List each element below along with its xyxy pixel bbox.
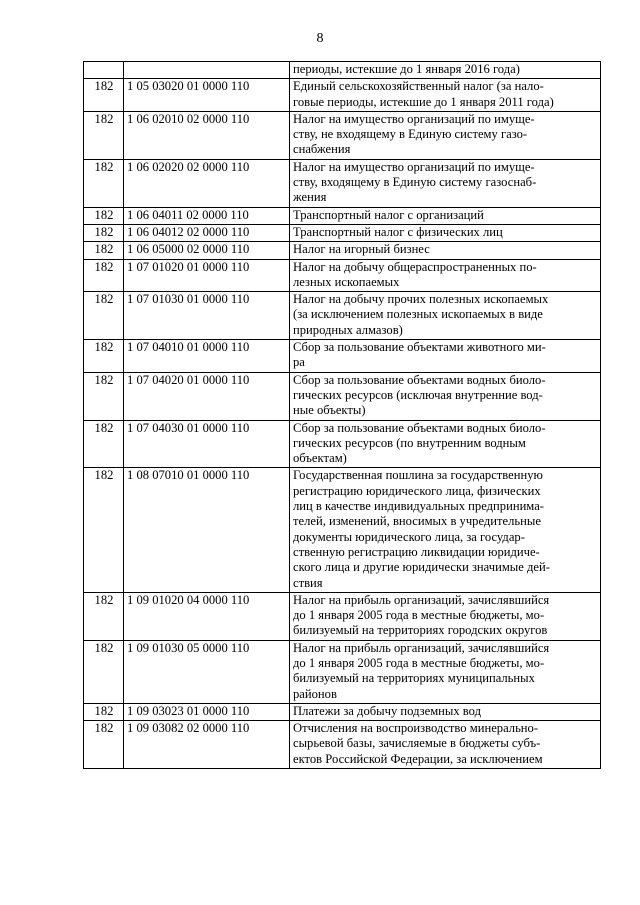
revenue-name-line: объектам)	[293, 451, 347, 466]
revenue-name-line: Налог на добычу прочих полезных ископаемых	[293, 292, 549, 307]
revenue-name-line: Транспортный налог с физических лиц	[293, 224, 503, 239]
revenue-name-line: Платежи за добычу подземных вод	[293, 703, 482, 718]
revenue-name-line: ные объекты)	[293, 403, 366, 418]
revenue-name-line: ству, входящему в Единую систему газоснаб-	[293, 175, 537, 190]
revenue-name-line: документы юридического лица, за государ-	[293, 529, 525, 544]
revenue-name-cell	[290, 340, 601, 373]
revenue-name-line: Государственная пошлина за государственную	[293, 468, 543, 483]
revenue-name-line: Налог на прибыль организаций, зачислявшийся	[293, 592, 550, 607]
table-body	[84, 62, 601, 769]
revenue-name-cell	[290, 111, 601, 159]
revenue-name-cell	[290, 703, 601, 720]
table-row	[84, 592, 601, 640]
revenue-name-cell	[290, 592, 601, 640]
revenue-name-line: гических ресурсов (по внутренним водным	[293, 435, 526, 450]
budget-classification-code-cell: 1 09 03023 01 0000 110	[124, 703, 290, 720]
admin-code-cell: 182	[84, 592, 124, 640]
revenue-name-line: снабжения	[293, 142, 351, 157]
budget-classification-code-cell: 1 06 04012 02 0000 110	[124, 224, 290, 241]
revenue-name-line: Налог на прибыль организаций, зачислявшийся	[293, 640, 550, 655]
revenue-name-line: регистрацию юридического лица, физических	[293, 483, 541, 498]
revenue-name-line: Налог на добычу общераспространенных по-	[293, 259, 537, 274]
table-row	[84, 640, 601, 703]
revenue-name-line: до 1 января 2005 года в местные бюджеты, мо-	[293, 655, 545, 670]
admin-code-cell: 182	[84, 640, 124, 703]
table-row	[84, 292, 601, 340]
revenue-name-line: ственную регистрацию ликвидации юридиче-	[293, 544, 540, 559]
revenue-name-line: Единый сельскохозяйственный налог (за нало-	[293, 79, 544, 94]
budget-classification-code-cell	[124, 62, 290, 79]
revenue-name-line: лезных ископаемых	[293, 274, 400, 289]
budget-classification-code-cell: 1 06 02020 02 0000 110	[124, 159, 290, 207]
budget-classification-code-cell: 1 07 04010 01 0000 110	[124, 340, 290, 373]
admin-code-cell: 182	[84, 420, 124, 468]
revenue-name-line: ствия	[293, 575, 323, 590]
revenue-name-line: Налог на имущество организаций по имуще-	[293, 159, 535, 174]
revenue-name-line: Отчисления на воспроизводство минерально-	[293, 721, 539, 736]
revenue-name-cell	[290, 242, 601, 259]
revenue-name-cell	[290, 259, 601, 292]
admin-code-cell: 182	[84, 207, 124, 224]
admin-code-cell: 182	[84, 703, 124, 720]
admin-code-cell: 182	[84, 224, 124, 241]
revenue-name-line: билизуемый на территориях городских округов	[293, 623, 548, 638]
revenue-name-line: сырьевой базы, зачисляемые в бюджеты субъ-	[293, 736, 541, 751]
admin-code-cell: 182	[84, 468, 124, 592]
revenue-name-line: Налог на имущество организаций по имуще-	[293, 111, 535, 126]
table-row	[84, 703, 601, 720]
budget-classification-code-cell: 1 08 07010 01 0000 110	[124, 468, 290, 592]
budget-classification-code-cell: 1 06 05000 02 0000 110	[124, 242, 290, 259]
revenue-name-line: до 1 января 2005 года в местные бюджеты, мо-	[293, 608, 545, 623]
revenue-name-cell	[290, 372, 601, 420]
table-row	[84, 340, 601, 373]
revenue-name-line: ектов Российской Федерации, за исключением	[293, 751, 543, 766]
table-row	[84, 224, 601, 241]
table-row	[84, 468, 601, 592]
revenue-name-line: Сбор за пользование объектами водных биоло-	[293, 372, 546, 387]
page-number: 8	[316, 31, 324, 46]
revenue-codes-table	[83, 61, 601, 769]
budget-classification-code-cell: 1 09 03082 02 0000 110	[124, 721, 290, 769]
table-row	[84, 79, 601, 112]
revenue-name-line: Сбор за пользование объектами животного ми-	[293, 340, 546, 355]
admin-code-cell: 182	[84, 242, 124, 259]
revenue-name-cell	[290, 468, 601, 592]
revenue-name-line: природных алмазов)	[293, 322, 403, 337]
revenue-name-cell	[290, 292, 601, 340]
revenue-name-cell	[290, 224, 601, 241]
revenue-name-line: (за исключением полезных ископаемых в виде	[293, 307, 543, 322]
revenue-name-line: телей, изменений, вносимых в учредительные	[293, 514, 541, 529]
revenue-name-line: Транспортный налог с организаций	[293, 207, 484, 222]
admin-code-cell: 182	[84, 259, 124, 292]
table-row	[84, 62, 601, 79]
budget-classification-code-cell: 1 07 04030 01 0000 110	[124, 420, 290, 468]
revenue-name-line: жения	[293, 190, 327, 205]
revenue-name-cell	[290, 62, 601, 79]
revenue-name-line: лиц в качестве индивидуальных предпринима-	[293, 499, 544, 514]
revenue-name-line: Налог на игорный бизнес	[293, 242, 430, 257]
revenue-name-line: Сбор за пользование объектами водных биоло-	[293, 420, 546, 435]
table-row	[84, 372, 601, 420]
budget-classification-code-cell: 1 07 01030 01 0000 110	[124, 292, 290, 340]
budget-classification-code-cell: 1 09 01020 04 0000 110	[124, 592, 290, 640]
admin-code-cell: 182	[84, 721, 124, 769]
budget-classification-code-cell: 1 09 01030 05 0000 110	[124, 640, 290, 703]
admin-code-cell: 182	[84, 372, 124, 420]
revenue-name-cell	[290, 420, 601, 468]
budget-classification-code-cell: 1 07 04020 01 0000 110	[124, 372, 290, 420]
revenue-name-cell	[290, 640, 601, 703]
table-row	[84, 242, 601, 259]
budget-classification-code-cell: 1 06 02010 02 0000 110	[124, 111, 290, 159]
table-row	[84, 207, 601, 224]
table-row	[84, 159, 601, 207]
budget-classification-code-cell: 1 06 04011 02 0000 110	[124, 207, 290, 224]
revenue-name-line: билизуемый на территориях муниципальных	[293, 671, 535, 686]
admin-code-cell: 182	[84, 340, 124, 373]
table-row	[84, 111, 601, 159]
admin-code-cell: 182	[84, 159, 124, 207]
table-row	[84, 721, 601, 769]
revenue-name-line: гических ресурсов (исключая внутренние вод-	[293, 387, 543, 402]
table-row	[84, 259, 601, 292]
admin-code-cell: 182	[84, 79, 124, 112]
revenue-name-cell	[290, 721, 601, 769]
revenue-name-line: ского лица и другие юридически значимые дей-	[293, 560, 550, 575]
budget-classification-code-cell: 1 07 01020 01 0000 110	[124, 259, 290, 292]
table-row	[84, 420, 601, 468]
revenue-name-cell	[290, 207, 601, 224]
revenue-name-cell	[290, 159, 601, 207]
revenue-name-line: говые периоды, истекшие до 1 января 2011 года)	[293, 94, 554, 109]
revenue-name-cell	[290, 79, 601, 112]
budget-classification-code-cell: 1 05 03020 01 0000 110	[124, 79, 290, 112]
admin-code-cell	[84, 62, 124, 79]
admin-code-cell: 182	[84, 111, 124, 159]
revenue-name-line: районов	[293, 686, 337, 701]
admin-code-cell: 182	[84, 292, 124, 340]
revenue-name-line: периоды, истекшие до 1 января 2016 года)	[293, 62, 520, 76]
revenue-name-line: ству, не входящему в Единую систему газо-	[293, 127, 528, 142]
revenue-name-line: ра	[293, 355, 305, 370]
